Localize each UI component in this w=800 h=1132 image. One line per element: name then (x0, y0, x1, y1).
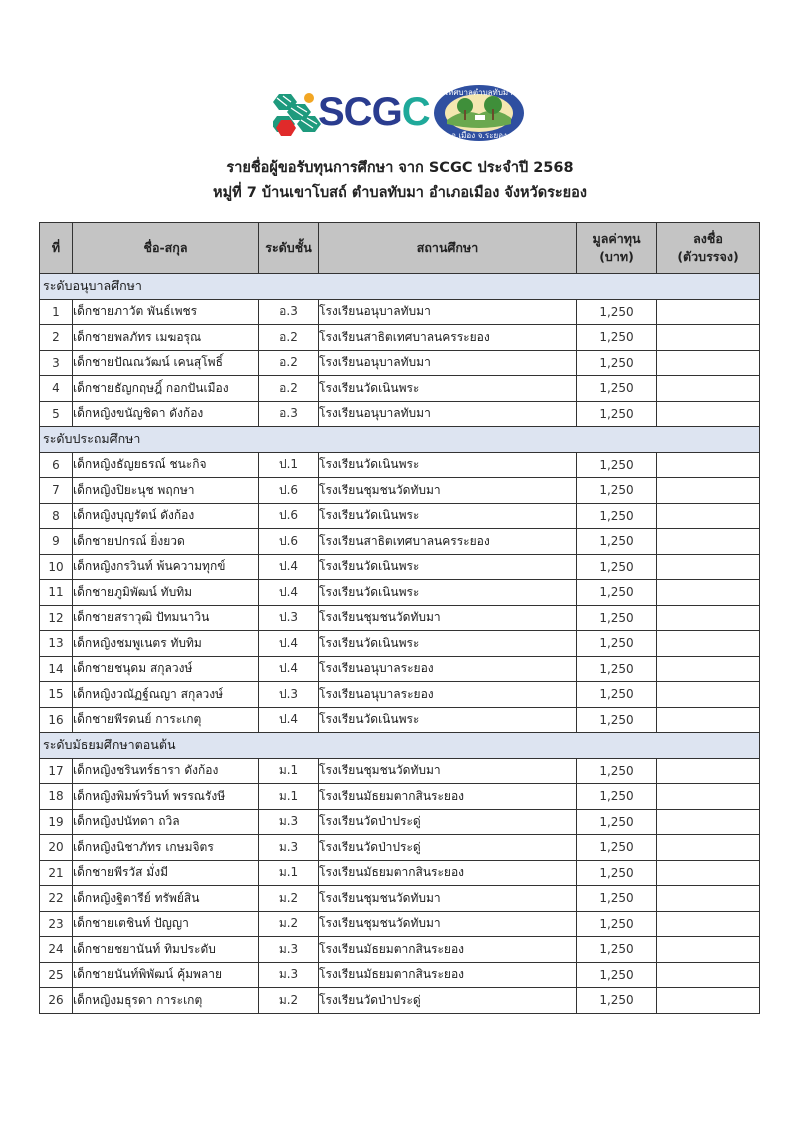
row-number: 13 (40, 631, 73, 657)
row-number: 24 (40, 937, 73, 963)
signature-cell[interactable] (657, 503, 760, 529)
scholarship-amount: 1,250 (577, 707, 657, 733)
student-name: เด็กชายปัณณวัฒน์ เคนสุโพธิ์ (73, 350, 259, 376)
scgc-logo-mark-icon (273, 90, 321, 136)
student-name: เด็กหญิงชรินทร์ธารา ดังก้อง (73, 758, 259, 784)
student-name: เด็กชายชยานันท์ ทิมประดับ (73, 937, 259, 963)
row-number: 17 (40, 758, 73, 784)
grade-level: ม.3 (259, 809, 319, 835)
student-name: เด็กหญิงขนัญชิดา ดังก้อง (73, 401, 259, 427)
grade-level: ป.6 (259, 529, 319, 555)
grade-level: ป.3 (259, 605, 319, 631)
school-name: โรงเรียนสาธิตเทศบาลนครระยอง (319, 325, 577, 351)
table-row (40, 911, 760, 937)
school-name: โรงเรียนวัดเนินพระ (319, 376, 577, 402)
signature-cell[interactable] (657, 911, 760, 937)
table-row (40, 809, 760, 835)
table-row (40, 554, 760, 580)
row-number: 25 (40, 962, 73, 988)
grade-level: ป.6 (259, 503, 319, 529)
scholarship-amount: 1,250 (577, 860, 657, 886)
school-name: โรงเรียนวัดเนินพระ (319, 580, 577, 606)
school-name: โรงเรียนวัดป่าประดู่ (319, 835, 577, 861)
student-name: เด็กหญิงนิชาภัทร เกษมจิตร (73, 835, 259, 861)
section-label: ระดับอนุบาลศึกษา (40, 274, 760, 300)
school-name: โรงเรียนวัดเนินพระ (319, 631, 577, 657)
school-name: โรงเรียนชุมชนวัดทับมา (319, 758, 577, 784)
scholarship-amount: 1,250 (577, 656, 657, 682)
student-name: เด็กชายสราวุฒิ ปัทมนาวิน (73, 605, 259, 631)
row-number: 6 (40, 452, 73, 478)
scholarship-amount: 1,250 (577, 401, 657, 427)
document-subtitle: หมู่ที่ 7 บ้านเขาโบสถ์ ตำบลทับมา อำเภอเมือง จังหวัดระยอง (213, 185, 587, 201)
signature-cell[interactable] (657, 478, 760, 504)
grade-level: ม.1 (259, 860, 319, 886)
signature-cell[interactable] (657, 529, 760, 555)
row-number: 12 (40, 605, 73, 631)
school-name: โรงเรียนอนุบาลทับมา (319, 350, 577, 376)
scholarship-amount: 1,250 (577, 376, 657, 402)
table-row (40, 452, 760, 478)
school-name: โรงเรียนมัธยมตากสินระยอง (319, 937, 577, 963)
school-name: โรงเรียนวัดเนินพระ (319, 554, 577, 580)
grade-level: อ.3 (259, 401, 319, 427)
row-number: 5 (40, 401, 73, 427)
table-row (40, 299, 760, 325)
header-amount (577, 223, 657, 274)
seal-text-top: เทศบาลตำบลทับมา (445, 88, 513, 97)
grade-level: ม.1 (259, 784, 319, 810)
signature-cell[interactable] (657, 809, 760, 835)
grade-level: ป.4 (259, 707, 319, 733)
scholarship-amount: 1,250 (577, 605, 657, 631)
student-name: เด็กหญิงวณัฏฐ์ณญา สกุลวงษ์ (73, 682, 259, 708)
student-name: เด็กหญิงมธุรดา การะเกตุ (73, 988, 259, 1014)
header-name: ชื่อ-สกุล (73, 223, 259, 274)
table-row (40, 656, 760, 682)
signature-cell[interactable] (657, 554, 760, 580)
scholarship-amount: 1,250 (577, 299, 657, 325)
grade-level: ม.2 (259, 911, 319, 937)
scholarship-amount: 1,250 (577, 784, 657, 810)
scholarship-table (39, 222, 760, 1014)
signature-cell[interactable] (657, 401, 760, 427)
header-no: ที่ (40, 223, 73, 274)
grade-level: ม.3 (259, 962, 319, 988)
grade-level: ม.2 (259, 988, 319, 1014)
grade-level: ป.4 (259, 631, 319, 657)
signature-cell[interactable] (657, 937, 760, 963)
school-name: โรงเรียนสาธิตเทศบาลนครระยอง (319, 529, 577, 555)
scholarship-amount: 1,250 (577, 911, 657, 937)
scholarship-amount: 1,250 (577, 325, 657, 351)
school-name: โรงเรียนอนุบาลระยอง (319, 682, 577, 708)
school-name: โรงเรียนชุมชนวัดทับมา (319, 478, 577, 504)
grade-level: ป.3 (259, 682, 319, 708)
scholarship-amount: 1,250 (577, 886, 657, 912)
scholarship-amount: 1,250 (577, 631, 657, 657)
student-name: เด็กหญิงปิยะนุช พฤกษา (73, 478, 259, 504)
scholarship-amount: 1,250 (577, 962, 657, 988)
table-row (40, 707, 760, 733)
row-number: 26 (40, 988, 73, 1014)
row-number: 11 (40, 580, 73, 606)
section-label: ระดับมัธยมศึกษาตอนต้น (40, 733, 760, 759)
signature-cell[interactable] (657, 656, 760, 682)
signature-cell[interactable] (657, 988, 760, 1014)
grade-level: ม.3 (259, 937, 319, 963)
grade-level: ม.3 (259, 835, 319, 861)
table-row (40, 401, 760, 427)
signature-cell[interactable] (657, 886, 760, 912)
row-number: 22 (40, 886, 73, 912)
signature-cell[interactable] (657, 707, 760, 733)
student-name: เด็กชายชนุดม สกุลวงษ์ (73, 656, 259, 682)
signature-cell[interactable] (657, 631, 760, 657)
table-header-row (40, 223, 760, 274)
school-name: โรงเรียนอนุบาลทับมา (319, 401, 577, 427)
table-row (40, 860, 760, 886)
signature-cell[interactable] (657, 350, 760, 376)
header-sign-line1: ลงชื่อ (693, 231, 723, 246)
signature-cell[interactable] (657, 784, 760, 810)
header-level: ระดับชั้น (259, 223, 319, 274)
school-name: โรงเรียนมัธยมตากสินระยอง (319, 784, 577, 810)
table-row (40, 605, 760, 631)
row-number: 8 (40, 503, 73, 529)
row-number: 21 (40, 860, 73, 886)
student-name: เด็กหญิงปนัทดา ถวิล (73, 809, 259, 835)
table-row (40, 350, 760, 376)
row-number: 3 (40, 350, 73, 376)
scholarship-amount: 1,250 (577, 835, 657, 861)
table-row (40, 503, 760, 529)
school-name: โรงเรียนชุมชนวัดทับมา (319, 911, 577, 937)
student-name: เด็กชายพลภัทร เมฆอรุณ (73, 325, 259, 351)
seal-text-bottom: อ.เมือง จ.ระยอง (451, 131, 507, 140)
school-name: โรงเรียนวัดป่าประดู่ (319, 988, 577, 1014)
row-number: 19 (40, 809, 73, 835)
scholarship-amount: 1,250 (577, 758, 657, 784)
table-row (40, 937, 760, 963)
scholarship-amount: 1,250 (577, 350, 657, 376)
grade-level: ป.4 (259, 656, 319, 682)
school-name: โรงเรียนวัดป่าประดู่ (319, 809, 577, 835)
signature-cell[interactable] (657, 376, 760, 402)
school-name: โรงเรียนมัธยมตากสินระยอง (319, 860, 577, 886)
student-name: เด็กหญิงกรวินท์ พ้นความทุกข์ (73, 554, 259, 580)
grade-level: อ.2 (259, 376, 319, 402)
row-number: 20 (40, 835, 73, 861)
section-row (40, 427, 760, 453)
header-sign (657, 223, 760, 274)
table-row (40, 784, 760, 810)
table-row (40, 529, 760, 555)
grade-level: ป.4 (259, 554, 319, 580)
header-amount-line2: (บาท) (599, 249, 634, 264)
grade-level: อ.2 (259, 350, 319, 376)
scholarship-amount: 1,250 (577, 580, 657, 606)
header-amount-line1: มูลค่าทุน (592, 231, 641, 246)
grade-level: อ.3 (259, 299, 319, 325)
header-sign-line2: (ตัวบรรจง) (677, 249, 739, 264)
student-name: เด็กชายนันท์พิพัฒน์ คุ้มพลาย (73, 962, 259, 988)
scgc-logo-text: SCGC (318, 90, 430, 134)
student-name: เด็กหญิงพิมพ์รวินท์ พรรณรังษี (73, 784, 259, 810)
section-row (40, 274, 760, 300)
scholarship-amount: 1,250 (577, 503, 657, 529)
signature-cell[interactable] (657, 835, 760, 861)
table-row (40, 988, 760, 1014)
scholarship-amount: 1,250 (577, 478, 657, 504)
signature-cell[interactable] (657, 580, 760, 606)
municipality-seal-icon (433, 84, 525, 142)
student-name: เด็กชายภาวัต พันธ์เพชร (73, 299, 259, 325)
student-name: เด็กชายภูมิพัฒน์ ทับทิม (73, 580, 259, 606)
row-number: 1 (40, 299, 73, 325)
scholarship-amount: 1,250 (577, 937, 657, 963)
student-name: เด็กชายเตชินท์ ปัญญา (73, 911, 259, 937)
table-row (40, 478, 760, 504)
row-number: 4 (40, 376, 73, 402)
school-name: โรงเรียนวัดเนินพระ (319, 503, 577, 529)
signature-cell[interactable] (657, 325, 760, 351)
table-row (40, 580, 760, 606)
grade-level: อ.2 (259, 325, 319, 351)
student-name: เด็กชายพีรดนย์ การะเกตุ (73, 707, 259, 733)
grade-level: ป.1 (259, 452, 319, 478)
signature-cell[interactable] (657, 682, 760, 708)
row-number: 9 (40, 529, 73, 555)
school-name: โรงเรียนวัดเนินพระ (319, 452, 577, 478)
signature-cell[interactable] (657, 299, 760, 325)
scholarship-amount: 1,250 (577, 554, 657, 580)
section-row (40, 733, 760, 759)
signature-cell[interactable] (657, 962, 760, 988)
table-row (40, 835, 760, 861)
header-school: สถานศึกษา (319, 223, 577, 274)
table-row (40, 631, 760, 657)
student-name: เด็กหญิงธัญยธรณ์ ชนะกิจ (73, 452, 259, 478)
school-name: โรงเรียนมัธยมตากสินระยอง (319, 962, 577, 988)
school-name: โรงเรียนชุมชนวัดทับมา (319, 605, 577, 631)
school-name: โรงเรียนวัดเนินพระ (319, 707, 577, 733)
scholarship-amount: 1,250 (577, 988, 657, 1014)
grade-level: ม.2 (259, 886, 319, 912)
row-number: 18 (40, 784, 73, 810)
grade-level: ม.1 (259, 758, 319, 784)
table-row (40, 325, 760, 351)
row-number: 7 (40, 478, 73, 504)
table-row (40, 682, 760, 708)
student-name: เด็กหญิงฐิตารีย์ ทรัพย์สิน (73, 886, 259, 912)
signature-cell[interactable] (657, 605, 760, 631)
row-number: 15 (40, 682, 73, 708)
table-row (40, 376, 760, 402)
document-title: รายชื่อผู้ขอรับทุนการศึกษา จาก SCGC ประจำปี 2568 (226, 160, 574, 176)
student-name: เด็กชายปกรณ์ ยิ่งยวด (73, 529, 259, 555)
grade-level: ป.4 (259, 580, 319, 606)
header-logos (0, 84, 800, 144)
signature-cell[interactable] (657, 452, 760, 478)
student-name: เด็กหญิงชมพูเนตร ทับทิม (73, 631, 259, 657)
row-number: 2 (40, 325, 73, 351)
school-name: โรงเรียนอนุบาลทับมา (319, 299, 577, 325)
table-row (40, 758, 760, 784)
section-label: ระดับประถมศึกษา (40, 427, 760, 453)
scholarship-amount: 1,250 (577, 682, 657, 708)
table-row (40, 886, 760, 912)
grade-level: ป.6 (259, 478, 319, 504)
row-number: 10 (40, 554, 73, 580)
row-number: 16 (40, 707, 73, 733)
school-name: โรงเรียนชุมชนวัดทับมา (319, 886, 577, 912)
scholarship-amount: 1,250 (577, 529, 657, 555)
scholarship-amount: 1,250 (577, 809, 657, 835)
table-row (40, 962, 760, 988)
signature-cell[interactable] (657, 758, 760, 784)
scholarship-amount: 1,250 (577, 452, 657, 478)
row-number: 14 (40, 656, 73, 682)
table-body (40, 274, 760, 1014)
student-name: เด็กหญิงบุญรัตน์ ดังก้อง (73, 503, 259, 529)
student-name: เด็กชายพีรวัส มั่งมี (73, 860, 259, 886)
row-number: 23 (40, 911, 73, 937)
school-name: โรงเรียนอนุบาลระยอง (319, 656, 577, 682)
student-name: เด็กชายธัญกฤษฎิ์ กอกปันเมือง (73, 376, 259, 402)
signature-cell[interactable] (657, 860, 760, 886)
